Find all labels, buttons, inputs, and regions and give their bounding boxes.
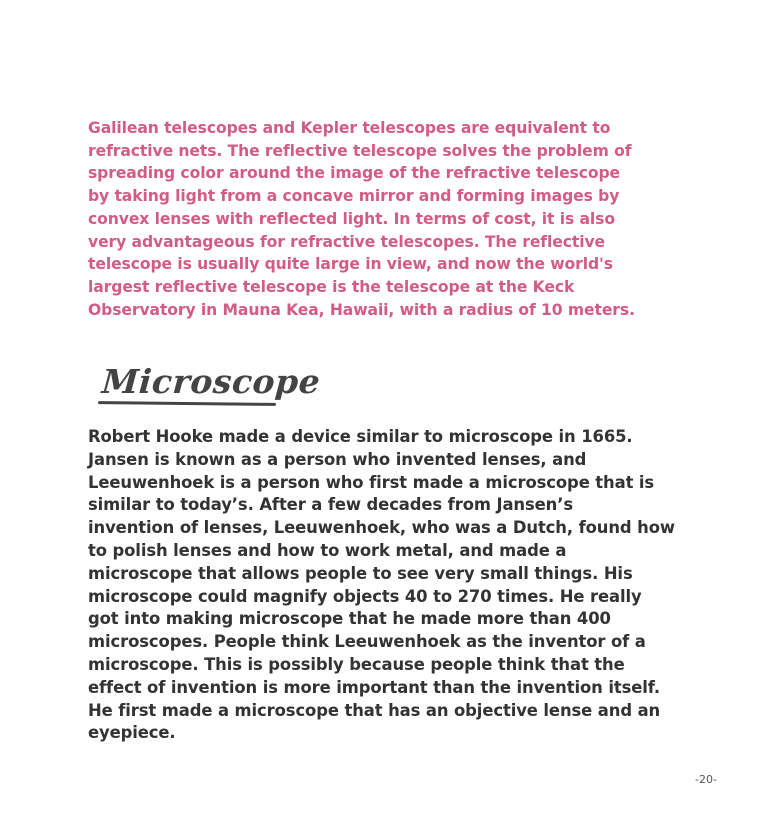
paragraph-line: Galilean telescopes and Kepler telescopes are equivalent to <box>88 119 611 137</box>
paragraph-line: convex lenses with reflected light. In terms of cost, it is also <box>88 209 615 228</box>
paragraph-line: by taking light from a concave mirror and forming images by <box>88 187 620 206</box>
paragraph-line: invention of lenses, Leeuwenhoek, who was a Dutch, found how <box>88 518 675 538</box>
paragraph-line: telescope is usually quite large in view, and now the world's <box>88 255 613 274</box>
section-heading <box>98 362 322 412</box>
paragraph-line: got into making microscope that he made more than 400 <box>88 609 611 629</box>
paragraph-line: microscope that allows people to see very small things. His <box>88 563 633 583</box>
paragraph-line: refractive nets. The reflective telescope solves the problem of <box>88 141 632 160</box>
paragraph-line: Robert Hooke made a device similar to microscope in 1665. <box>88 427 633 446</box>
paragraph-line: eyepiece. <box>88 723 176 743</box>
paragraph-line: microscopes. People think Leeuwenhoek as the inventor of a <box>88 632 646 652</box>
paragraph-line: Jansen is known as a person who invented lenses, and <box>88 449 587 469</box>
microscope-paragraph <box>88 426 688 745</box>
telescope-paragraph <box>88 117 688 321</box>
paragraph-line: similar to today’s. After a few decades from Jansen’s <box>88 495 573 515</box>
paragraph-line: Observatory in Mauna Kea, Hawaii, with a radius of 10 meters. <box>88 300 635 319</box>
paragraph-line: microscope. This is possibly because people think that the <box>88 654 625 674</box>
paragraph-line: spreading color around the image of the refractive telescope <box>88 164 621 183</box>
paragraph-line: He first made a microscope that has an objective lense and an <box>88 700 661 720</box>
heading-underline <box>98 401 276 406</box>
paragraph-line: very advantageous for refractive telescopes. The reflective <box>88 232 605 251</box>
paragraph-line: microscope could magnify objects 40 to 270 times. He really <box>88 586 642 606</box>
paragraph-line: effect of invention is more important than the invention itself. <box>88 677 661 697</box>
paragraph-line: largest reflective telescope is the telescope at the Keck <box>88 277 575 296</box>
page-number: -20- <box>695 773 717 786</box>
paragraph-line: to polish lenses and how to work metal, and made a <box>88 540 567 560</box>
paragraph-line: Leeuwenhoek is a person who first made a microscope that is <box>88 472 655 492</box>
section-heading-text: Microscope <box>100 362 322 401</box>
